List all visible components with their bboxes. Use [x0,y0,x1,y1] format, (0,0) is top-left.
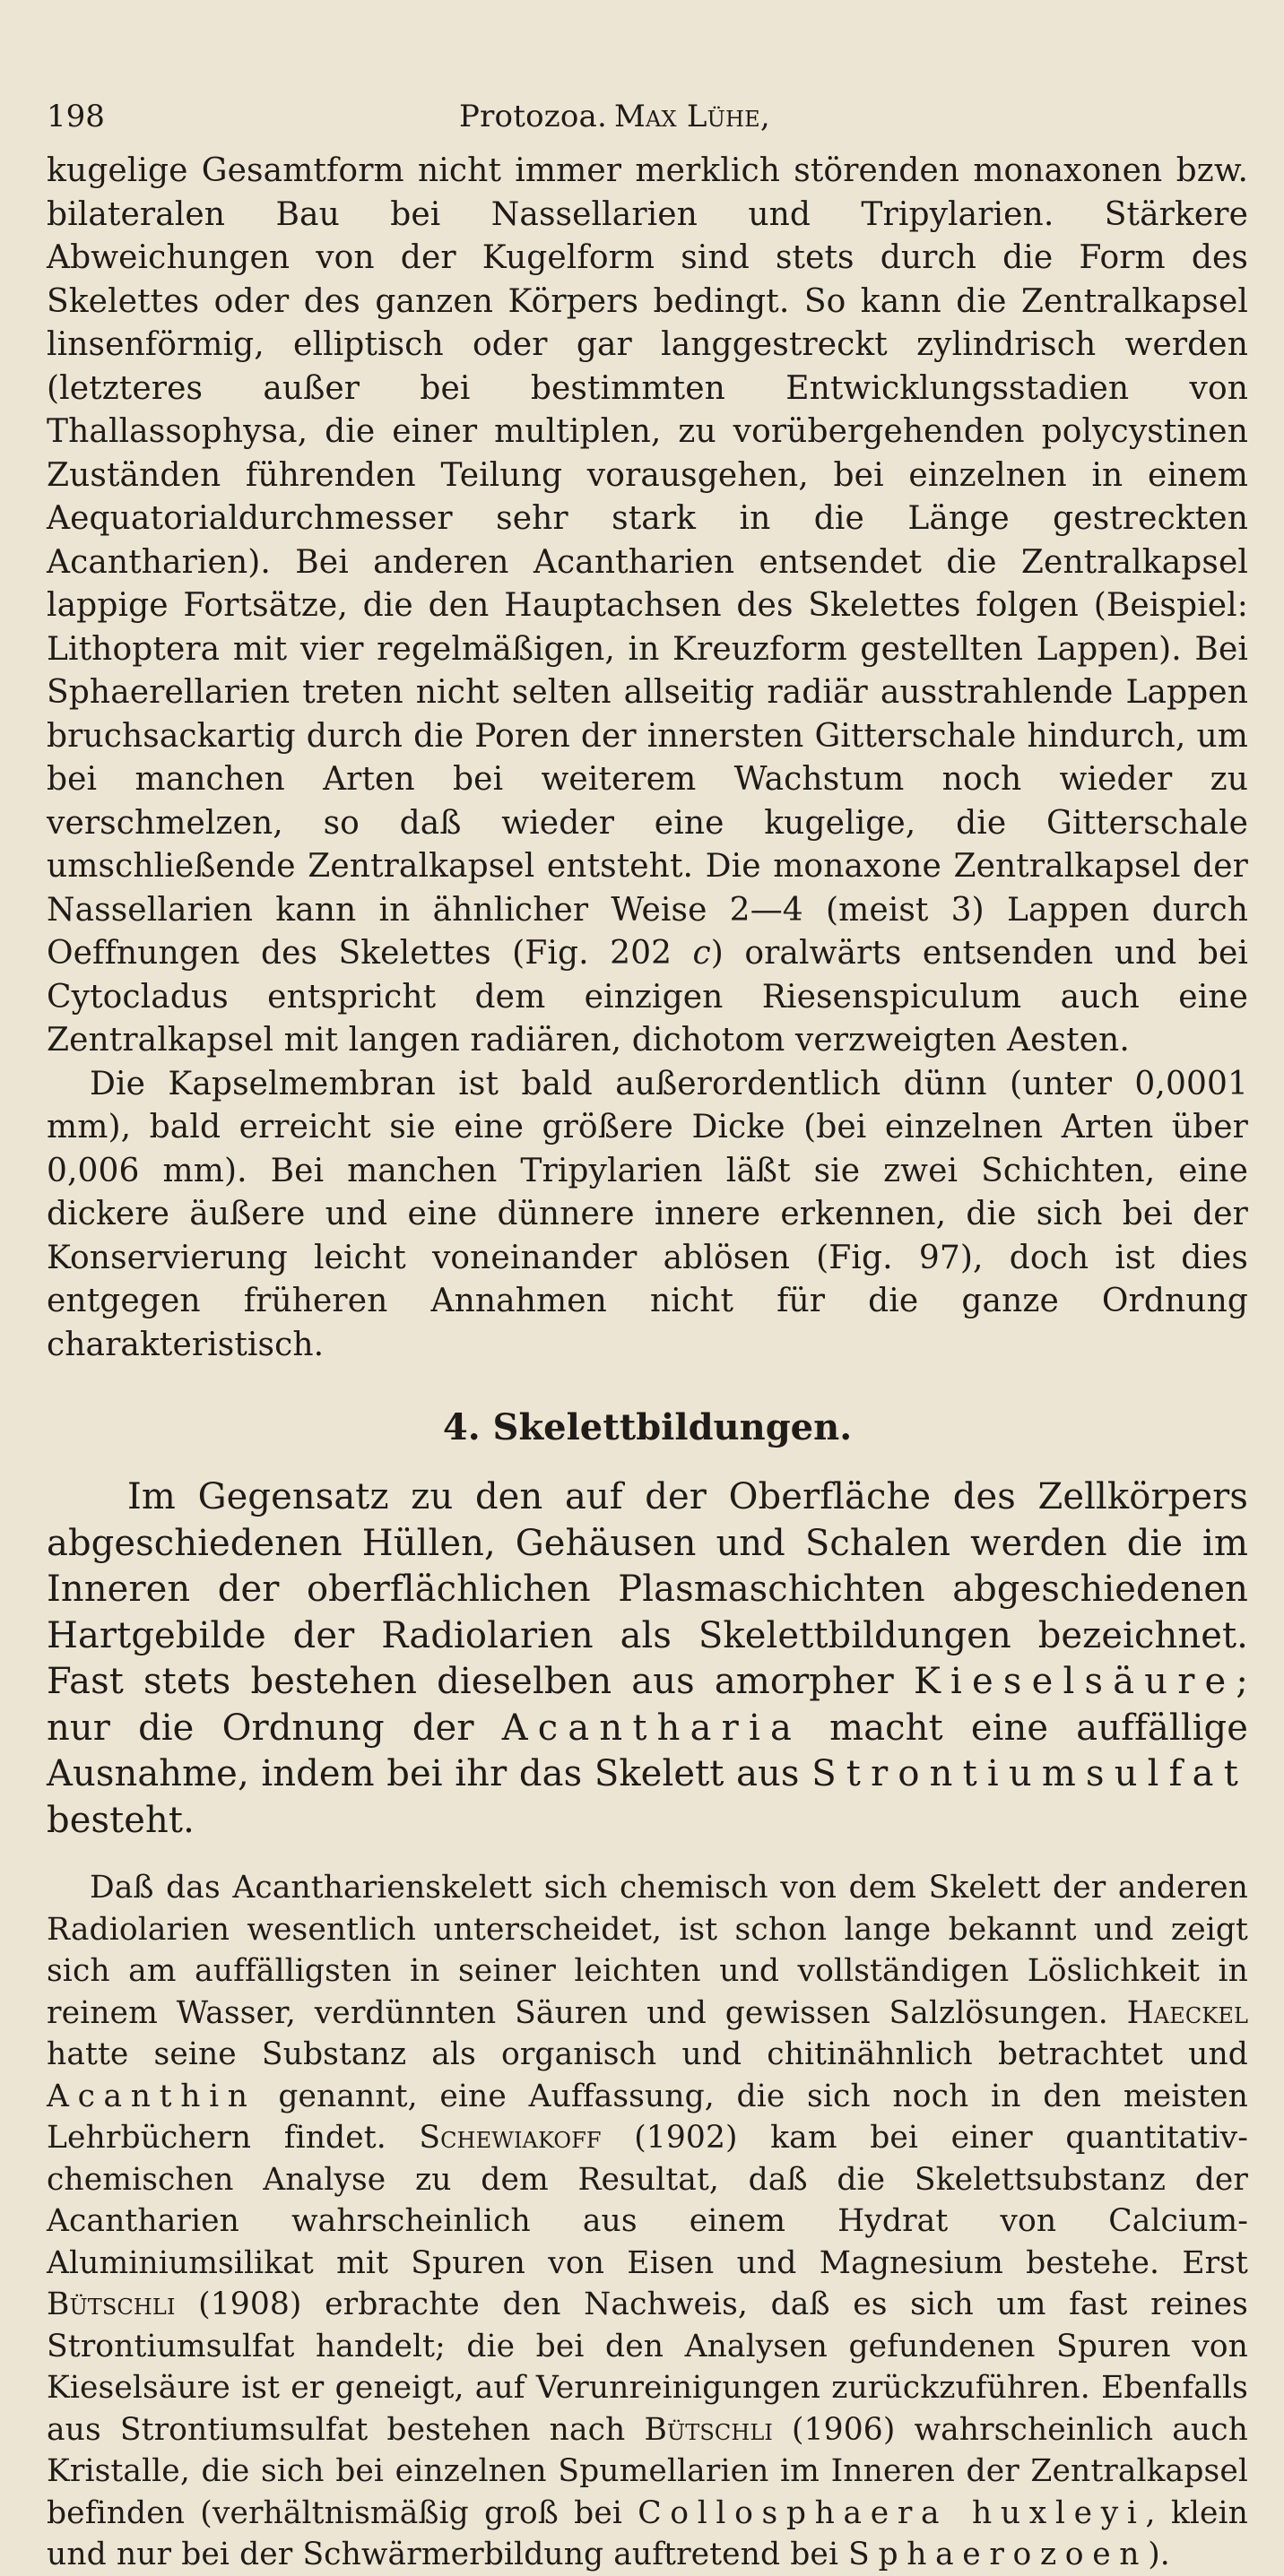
author-name-haeckel: Haeckel [1126,1994,1248,2031]
spaced-term-strontiumsulfat: Strontiumsulfat [811,1753,1248,1794]
paragraph-4-text-2: hatte seine Substanz als organisch und chitinähnlich betrachtet und [47,2036,1248,2072]
paragraph-4-text-4: (1902) kam bei einer quantitativ-chemischen Analyse zu dem Resultat, daß die Skelettsubstanz der Acantharien wahrscheinlich aus einem Hydrat von Calcium-Aluminiumsilikat mit Spuren von Eisen und Magnesium bestehe. Erst [47,2120,1248,2281]
author-name-schewiakoff: Schewiakoff [419,2120,602,2156]
spaced-term-sphaerozoen: Sphaerozoen [848,2537,1149,2572]
paragraph-4-text-3: genannt, eine Auffassung, die sich noch in den meisten Lehrbüchern findet. [47,2078,1248,2156]
paragraph-4-text-1: Daß das Acantharienskelett sich chemisch von dem Skelett der anderen Radiolarien wesentlich unterscheidet, ist schon lange bekannt und zeigt sich am auffälligsten in seiner leichten und vollständigen Löslichkeit in reinem Wasser, verdünnten Säuren und gewissen Salzlösungen. [47,1870,1248,2031]
figure-reference: c [692,935,711,972]
paragraph-3-text-2: ; nur die Ordnung der [47,1661,1248,1749]
paragraph-4-text-5: (1908) erbrachte den Nachweis, daß es sich um fast reines Strontiumsulfat handelt; die bei den Analysen gefundenen Spuren von Kieselsäure ist er geneigt, auf Verunreinigungen zurückzuführen. Ebenfalls aus Strontiumsulfat bestehen nach [47,2286,1248,2448]
section-heading: 4. Skelettbildungen. [442,1406,853,1448]
paragraph-3-text-3: macht eine auffällige Ausnahme, indem bei ihr das Skelett aus [47,1707,1248,1794]
running-head-author: Max Lühe, [614,99,770,134]
author-name-buetschli-2: Bütschli [644,2411,773,2448]
running-header [47,85,1248,148]
paragraph-4-text-7: , klein und nur bei der Schwärmerbildung auftretend bei [47,2494,1248,2572]
paragraph-3-text-4: besteht. [47,1799,195,1841]
paragraph-skeleton-intro [47,1474,1248,1844]
paragraph-continued [47,150,1248,1063]
spaced-term-acanthin: Acanthin [47,2078,256,2114]
running-head-title: Protozoa. [459,99,607,134]
page-number: 198 [47,99,105,134]
author-name-buetschli: Bütschli [47,2286,176,2322]
paragraph-4-text-8: ). [1148,2537,1170,2572]
paragraph-4-text-6: (1906) wahrscheinlich auch Kristalle, die sich bei einzelnen Spumellarien im Inneren der Zentralkapsel befinden (verhältnismäßig groß bei [47,2411,1248,2531]
paragraph-acanthin [47,1867,1248,2576]
paragraph-1-text-end: ) oralwärts entsenden und bei Cytocladus entspricht dem einzigen Riesenspiculum auch eine Zentralkapsel mit langen radiären, dichotom verzweigten Aesten. [47,935,1248,1059]
spaced-term-acantharia: Acantharia [501,1707,802,1749]
spaced-term-collosphaera: Collosphaera huxleyi [638,2494,1146,2531]
paragraph-1-text: kugelige Gesamtform nicht immer merklich störenden monaxonen bzw. bilateralen Bau bei Nassellarien und Tripylarien. Stärkere Abweichungen von der Kugelform sind stets durch die Form des Skelettes oder des ganzen Körpers bedingt. So kann die Zentralkapsel linsenförmig, elliptisch oder gar langgestreckt zylindrisch werden (letzteres außer bei bestimmten Entwicklungsstadien von Thallassophysa, die einer multiplen, zu vorübergehenden polycystinen Zuständen führenden Teilung vorausgehen, bei einzelnen in einem Aequatorialdurchmesser sehr stark in die Länge gestreckten Acantharien). Bei anderen Acantharien entsendet die Zentralkapsel lappige Fortsätze, die den Hauptachsen des Skelettes folgen (Beispiel: Lithoptera mit vier regelmäßigen, in Kreuzform gestellten Lappen). Bei Sphaerellarien treten nicht selten allseitig radiär ausstrahlende Lappen bruchsackartig durch die Poren der innersten Gitterschale hindurch, um bei manchen Arten bei weiterem Wachstum noch wieder zu verschmelzen, so daß wieder eine kugelige, die Gitterschale umschließende Zentralkapsel entsteht. Die monaxone Zentralkapsel der Nassellarien kann in ähnlicher Weise 2—4 (meist 3) Lappen durch Oeffnungen des Skelettes (Fig. 202 [47,152,1248,972]
paragraph-2-text: Die Kapselmembran ist bald außerordentlich dünn (unter 0,0001 mm), bald erreicht sie eine größere Dicke (bei einzelnen Arten über 0,006 mm). Bei manchen Tripylarien läßt sie zwei Schichten, eine dickere äußere und eine dünnere innere erkennen, die sich bei der Konservierung leicht voneinander ablösen (Fig. 97), doch ist dies entgegen früheren Annahmen nicht für die ganze Ordnung charakteristisch. [47,1065,1248,1363]
spaced-term-kieselsaeure: Kieselsäure [913,1661,1236,1702]
paragraph-3-text-1: Im Gegensatz zu den auf der Oberfläche des Zellkörpers abgeschiedenen Hüllen, Gehäusen und Schalen werden die im Inneren der oberflächlichen Plasmaschichten abgeschiedenen Hartgebilde der Radiolarien als Skelettbildungen bezeichnet. Fast stets bestehen dieselben aus amorpher [47,1476,1248,1702]
paragraph-capsule-membrane [47,1063,1248,1368]
running-head [459,85,770,148]
